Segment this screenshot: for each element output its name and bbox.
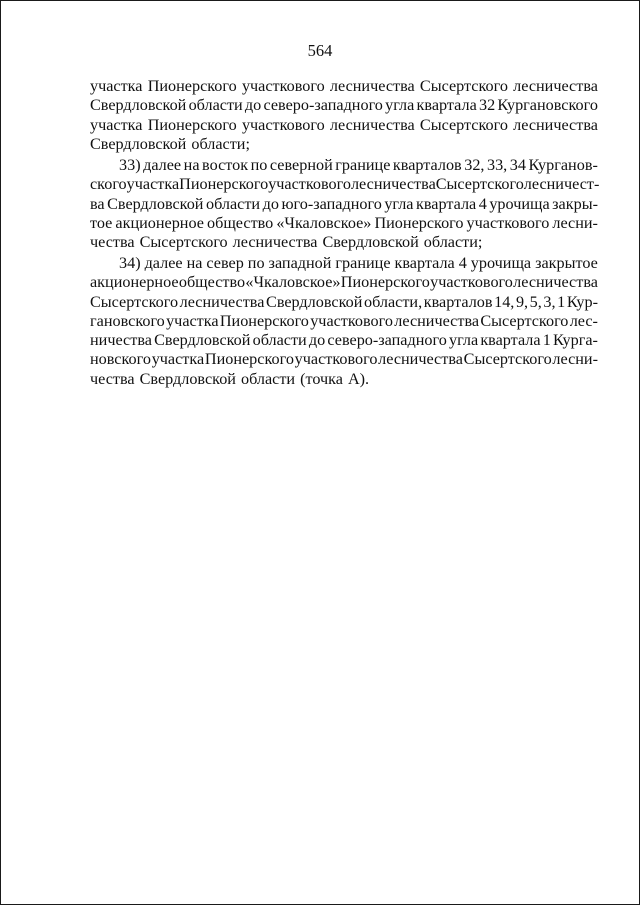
text-line	[90, 195, 598, 214]
word: Свердловской	[90, 134, 187, 153]
word: квартала	[416, 194, 477, 213]
word: участка	[151, 350, 205, 369]
word: далее	[144, 254, 183, 272]
word: 14,	[494, 292, 515, 311]
word: лесничества	[513, 273, 598, 292]
word: 1	[542, 331, 551, 350]
word: квартала	[416, 96, 477, 115]
word: по	[247, 254, 265, 272]
word: Свердловской	[107, 194, 204, 213]
word: восток	[202, 156, 249, 174]
word: Свердловской	[266, 292, 363, 311]
word: ва	[90, 194, 105, 213]
text-line	[90, 96, 598, 115]
text-line	[90, 175, 598, 194]
word: квартала	[480, 331, 541, 350]
word: Пионерского	[147, 115, 237, 134]
word: лесни-	[552, 350, 598, 369]
text-line	[90, 214, 598, 233]
text-line	[90, 370, 598, 389]
word: Кургановского	[497, 96, 598, 115]
word: до	[244, 96, 262, 115]
word: Пионерского	[374, 213, 464, 232]
word: лесничества	[232, 233, 318, 252]
word: урочища	[489, 194, 550, 213]
word: Сысертского	[480, 311, 569, 330]
word: (точка	[300, 369, 343, 388]
text-line	[90, 331, 598, 350]
word: лесничества	[394, 311, 480, 330]
paragraph-1	[90, 77, 598, 154]
word: 4	[478, 194, 487, 213]
word: Пионерского	[219, 311, 309, 330]
word: Сысертского	[419, 115, 508, 134]
word: 4	[458, 254, 467, 272]
word: чества	[90, 369, 135, 388]
word: лесничества	[513, 115, 598, 134]
word: общество	[178, 273, 246, 292]
word: участкового	[310, 311, 393, 330]
word: участкового	[430, 273, 513, 292]
paragraph-33	[90, 156, 598, 252]
word: угла	[448, 331, 479, 350]
word: 3,	[543, 292, 556, 311]
word: Свердловской	[154, 331, 251, 350]
word: участкового	[268, 175, 351, 194]
word: до	[308, 331, 326, 350]
word: далее	[143, 156, 182, 174]
paragraph-34	[90, 254, 598, 389]
word: ского	[90, 175, 127, 194]
word: квартала	[394, 254, 455, 272]
word: до	[262, 194, 279, 213]
word: общество	[207, 213, 274, 232]
word: северо-западного	[263, 96, 383, 115]
word: области	[252, 331, 307, 350]
word: 33,	[486, 156, 508, 174]
word: Сысертского	[139, 233, 228, 252]
word: Курганов-	[528, 156, 598, 174]
word: на	[183, 156, 200, 174]
word: лесни-	[552, 213, 598, 232]
word: кварталов	[423, 292, 493, 311]
text-line	[90, 254, 598, 273]
word: участкового	[241, 77, 325, 95]
word: Свердловской	[90, 96, 187, 115]
word: Сысертского	[463, 350, 552, 369]
text-line	[90, 312, 598, 331]
word: лесничества	[350, 175, 436, 194]
word: 32	[478, 96, 496, 115]
text-line	[90, 135, 598, 154]
word: кварталов	[392, 156, 462, 174]
word: Сысертского	[435, 175, 524, 194]
word: чества	[90, 233, 135, 252]
word: лесничества	[513, 77, 598, 95]
word: акционерное	[115, 213, 204, 232]
word: Пионерского	[147, 77, 237, 95]
word: Сысертского	[90, 292, 179, 311]
text-line	[90, 77, 598, 96]
word: области	[240, 369, 296, 388]
word: тое	[90, 213, 113, 232]
text-line	[90, 233, 598, 252]
word: север	[206, 254, 244, 272]
word: лес-	[569, 311, 598, 330]
word: границе	[335, 254, 391, 272]
word: лесничества	[378, 350, 463, 369]
word: гановского	[90, 311, 165, 330]
word: участка	[126, 175, 180, 194]
word: участкового	[241, 115, 325, 134]
text-line	[90, 293, 598, 312]
text-line	[90, 273, 598, 292]
text-line	[90, 116, 598, 135]
word: 9,	[515, 292, 529, 311]
word: юго-западного	[281, 194, 382, 213]
word: закры-	[552, 194, 598, 213]
word: Кур-	[566, 292, 598, 311]
word: 1	[557, 292, 566, 311]
word: области	[188, 96, 243, 115]
word: акционерное	[90, 273, 179, 292]
word: области	[205, 194, 261, 213]
word: границе	[335, 156, 391, 174]
page-number: 564	[307, 41, 333, 60]
word: Сысертского	[419, 77, 508, 95]
word: угла	[385, 96, 415, 115]
word: области;	[423, 233, 483, 252]
word: на	[186, 254, 203, 272]
word: «Чкаловское»	[245, 273, 341, 292]
word: Пионерского	[340, 273, 430, 292]
word: северо-западного	[327, 331, 447, 350]
word: ничества	[90, 331, 152, 350]
word: «Чкаловское»	[276, 213, 372, 232]
word: новского	[90, 350, 151, 369]
word: Пионерского	[204, 350, 294, 369]
word: участка	[166, 311, 219, 330]
word: по	[250, 156, 268, 174]
word: лесничества	[329, 115, 415, 134]
word: урочища	[470, 254, 532, 272]
word: А).	[347, 369, 370, 388]
word: лесничества	[179, 292, 265, 311]
word: 33)	[119, 156, 141, 174]
word: участка	[90, 115, 143, 134]
word: закрытое	[535, 254, 598, 272]
text-line	[90, 350, 598, 369]
word: западной	[268, 254, 332, 272]
word: Свердловской	[322, 233, 419, 252]
word: 34	[509, 156, 526, 174]
word: 34)	[119, 254, 141, 272]
word: участкового	[466, 213, 550, 232]
word: 32,	[464, 156, 485, 174]
text-line	[90, 156, 598, 175]
word: участкового	[294, 350, 378, 369]
word: лесничест-	[523, 175, 600, 194]
word: угла	[384, 194, 414, 213]
word: Пионерского	[179, 175, 269, 194]
word: области;	[191, 134, 250, 153]
word: области,	[363, 292, 423, 311]
word: Курга-	[552, 331, 598, 350]
word: северной	[269, 156, 333, 174]
word: лесничества	[329, 77, 415, 95]
word: 5,	[529, 292, 542, 311]
word: Свердловской	[139, 369, 236, 388]
word: участка	[90, 77, 143, 95]
